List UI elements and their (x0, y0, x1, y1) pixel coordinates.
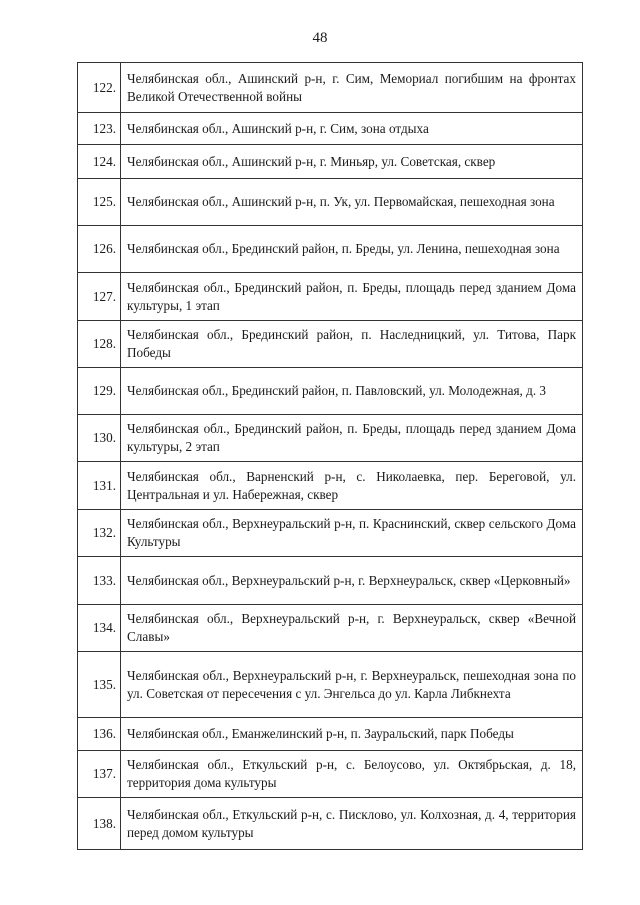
row-number: 133. (78, 557, 121, 605)
row-number: 131. (78, 462, 121, 510)
row-number: 129. (78, 368, 121, 415)
table-row (78, 462, 583, 510)
row-text: Челябинская обл., Еткульский р-н, с. Белоусово, ул. Октябрьская, д. 18, территория дома культуры (121, 751, 583, 798)
table-row (78, 321, 583, 368)
row-text: Челябинская обл., Брединский район, п. Павловский, ул. Молодежная, д. 3 (121, 368, 583, 415)
row-text: Челябинская обл., Еткульский р-н, с. Писклово, ул. Колхозная, д. 4, территория перед домом культуры (121, 798, 583, 850)
row-text: Челябинская обл., Ашинский р-н, г. Сим, Мемориал погибшим на фронтах Великой Отечественной войны (121, 63, 583, 113)
table-row (78, 557, 583, 605)
addresses-table (77, 62, 583, 850)
row-text: Челябинская обл., Ашинский р-н, г. Сим, зона отдыха (121, 113, 583, 145)
table-row (78, 145, 583, 179)
table-row (78, 368, 583, 415)
row-text: Челябинская обл., Брединский район, п. Бреды, площадь перед зданием Дома культуры, 2 этап (121, 415, 583, 462)
row-number: 127. (78, 273, 121, 321)
row-number: 134. (78, 605, 121, 652)
row-text: Челябинская обл., Ашинский р-н, п. Ук, ул. Первомайская, пешеходная зона (121, 179, 583, 226)
row-number: 128. (78, 321, 121, 368)
row-text: Челябинская обл., Брединский район, п. Бреды, площадь перед зданием Дома культуры, 1 этап (121, 273, 583, 321)
row-number: 137. (78, 751, 121, 798)
table-row (78, 605, 583, 652)
row-number: 123. (78, 113, 121, 145)
row-text: Челябинская обл., Верхнеуральский р-н, г. Верхнеуральск, сквер «Вечной Славы» (121, 605, 583, 652)
row-number: 136. (78, 718, 121, 751)
row-text: Челябинская обл., Брединский район, п. Наследницкий, ул. Титова, Парк Победы (121, 321, 583, 368)
row-number: 132. (78, 510, 121, 557)
table-row (78, 113, 583, 145)
table-row (78, 179, 583, 226)
row-text: Челябинская обл., Варненский р-н, с. Николаевка, пер. Береговой, ул. Центральная и ул. Набережная, сквер (121, 462, 583, 510)
table-row (78, 415, 583, 462)
table-row (78, 510, 583, 557)
table-row (78, 798, 583, 850)
table-row (78, 751, 583, 798)
table-row (78, 652, 583, 718)
row-number: 138. (78, 798, 121, 850)
table-row (78, 718, 583, 751)
page-number: 48 (312, 30, 328, 46)
row-number: 126. (78, 226, 121, 273)
row-number: 135. (78, 652, 121, 718)
row-number: 122. (78, 63, 121, 113)
row-number: 130. (78, 415, 121, 462)
table-row (78, 63, 583, 113)
row-text: Челябинская обл., Брединский район, п. Бреды, ул. Ленина, пешеходная зона (121, 226, 583, 273)
table-row (78, 226, 583, 273)
row-number: 124. (78, 145, 121, 179)
row-text: Челябинская обл., Верхнеуральский р-н, п. Краснинский, сквер сельского Дома Культуры (121, 510, 583, 557)
row-text: Челябинская обл., Верхнеуральский р-н, г. Верхнеуральск, пешеходная зона по ул. Советская от пересечения с ул. Энгельса до ул. Карла Либкнехта (121, 652, 583, 718)
row-text: Челябинская обл., Ашинский р-н, г. Миньяр, ул. Советская, сквер (121, 145, 583, 179)
row-number: 125. (78, 179, 121, 226)
row-text: Челябинская обл., Верхнеуральский р-н, г. Верхнеуральск, сквер «Церковный» (121, 557, 583, 605)
row-text: Челябинская обл., Еманжелинский р-н, п. Зауральский, парк Победы (121, 718, 583, 751)
table-row (78, 273, 583, 321)
